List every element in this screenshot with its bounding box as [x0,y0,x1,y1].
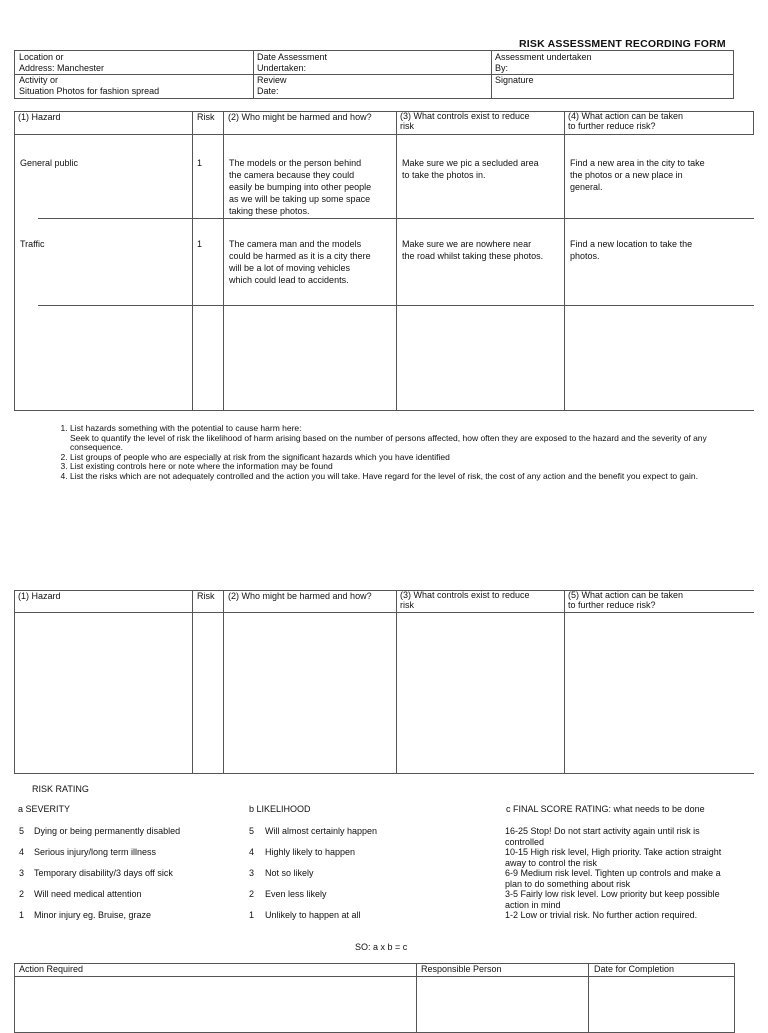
severity-number: 3 [19,868,25,878]
review-label: Review [257,75,287,85]
likelihood-text: Even less likely [265,889,327,899]
hazard-table-2 [14,590,754,774]
severity-text: Minor injury eg. Bruise, graze [34,910,152,920]
location-label: Location or [19,52,64,62]
date-assessment-label: Date Assessment [257,52,328,62]
severity-number: 4 [19,847,25,857]
severity-text: Dying or being permanently disabled [34,826,181,836]
table-row-action: Find a new area in the city to take the photos or a new place in general. [570,158,705,192]
severity-number: 1 [19,910,25,920]
date-completion-header: Date for Completion [594,964,675,974]
activity-label: Activity or [19,75,59,85]
table-row-action: Find a new location to take the photos. [570,239,693,261]
instruction-item: 3. List existing controls here or note where the information may be found [70,462,750,472]
address-field: Address: Manchester [19,63,105,73]
severity-text: Temporary disability/3 days off sick [34,868,173,878]
severity-number: 5 [19,826,25,836]
final-score-item: 16-25 Stop! Do not start activity again until risk is controlled [505,826,700,847]
signature-field: Signature [495,75,534,85]
table-row-who: The models or the person behind the camera because they could easily be bumping into other people as we will be taking up some space taking these photos. [229,158,372,216]
likelihood-title: b LIKELIHOOD [249,804,311,814]
review-date-field: Date: [257,86,279,96]
assessed-by-field: By: [495,63,509,73]
action-required-header: Action Required [19,964,84,974]
instructions-list [56,424,750,482]
col-controls-header: (3) What controls exist to reduce risk [400,111,530,131]
likelihood-text: Unlikely to happen at all [265,910,361,920]
final-score-item: 10-15 High risk level, High priority. Take action straight away to control the risk [505,847,722,868]
final-score-item: 3-5 Fairly low risk level. Low priority but keep possible action in mind [505,889,720,910]
col-who-header: (2) Who might be harmed and how? [228,591,372,601]
col-action-header: (5) What action can be taken to further reduce risk? [568,590,684,610]
responsible-person-header: Responsible Person [421,964,502,974]
table-row-controls: Make sure we are nowhere near the road whilst taking these photos. [402,239,544,261]
severity-number: 2 [19,889,25,899]
final-score-item: 1-2 Low or trivial risk. No further action required. [505,910,698,920]
table-row-risk: 1 [197,239,203,249]
col-who-header: (2) Who might be harmed and how? [228,112,372,122]
likelihood-number: 5 [249,826,255,836]
instruction-item: 1. List hazards something with the potential to cause harm here: Seek to quantify the level of risk the likelihood of harm arising based on the number of persons affected, how often they are exposed to the hazard and the severity of any consequence. [70,424,750,453]
col-risk-header: Risk [197,112,215,122]
likelihood-number: 1 [249,910,255,920]
table-row-hazard: Traffic [20,239,45,249]
table-row-who: The camera man and the models could be harmed as it is a city there will be a lot of moving vehicles which could lead to accidents. [229,239,371,285]
undertaken-field: Undertaken: [257,63,307,73]
table-row-controls: Make sure we pic a secluded area to take the photos in. [402,158,539,180]
col-risk-header: Risk [197,591,215,601]
situation-field: Situation Photos for fashion spread [19,86,160,96]
likelihood-text: Not so likely [265,868,314,878]
likelihood-number: 4 [249,847,255,857]
severity-title: a SEVERITY [18,804,71,814]
assessment-undertaken-label: Assessment undertaken [495,52,592,62]
final-score-title: c FINAL SCORE RATING: what needs to be done [506,804,705,814]
formula: SO: a x b = c [355,942,408,952]
col-hazard-header: (1) Hazard [18,112,61,122]
col-hazard-header: (1) Hazard [18,591,61,601]
final-score-item: 6-9 Medium risk level. Tighten up controls and make a plan to do something about risk [505,868,721,889]
instruction-item: 2. List groups of people who are especially at risk from the significant hazards which you have identified [70,453,750,463]
likelihood-text: Highly likely to happen [265,847,356,857]
col-action-header: (4) What action can be taken to further reduce risk? [568,111,684,131]
likelihood-text: Will almost certainly happen [265,826,378,836]
severity-text: Serious injury/long term illness [34,847,157,857]
risk-rating-title: RISK RATING [32,784,89,794]
instruction-item: 4. List the risks which are not adequately controlled and the action you will take. Have regard for the level of risk, the cost of any action and the benefit you expect to gain. [70,472,750,482]
table-row-hazard: General public [20,158,79,168]
form-title: RISK ASSESSMENT RECORDING FORM [519,38,726,50]
likelihood-number: 3 [249,868,255,878]
col-controls-header: (3) What controls exist to reduce risk [400,590,530,610]
severity-text: Will need medical attention [34,889,142,899]
table-row-risk: 1 [197,158,203,168]
likelihood-number: 2 [249,889,255,899]
